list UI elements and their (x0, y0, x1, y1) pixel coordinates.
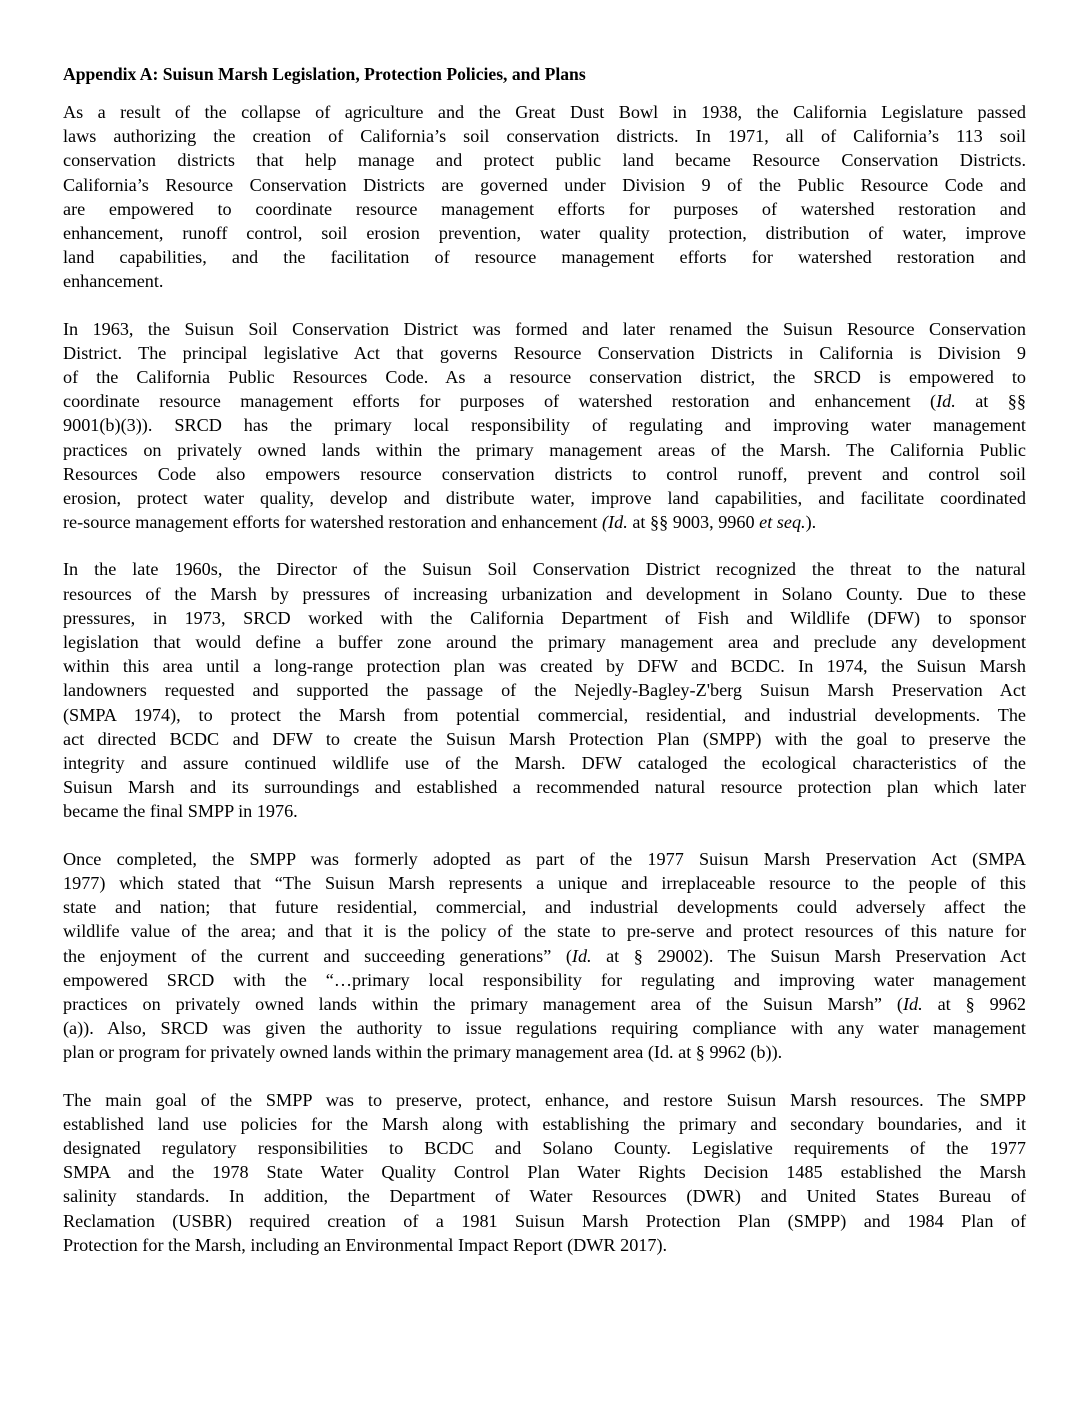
text-segment: the enjoyment of the current and succeeding generations” ( (63, 945, 572, 966)
text-line: enhancement. (63, 271, 164, 292)
text-line (63, 944, 1026, 968)
text-line: act directed BCDC and DFW to create the Suisun Marsh Protection Plan (SMPP) with the goal to preserve the (63, 728, 1026, 749)
text-line: integrity and assure continued wildlife use of the Marsh. DFW cataloged the ecological characteristics of the (63, 753, 1026, 774)
text-line: erosion, protect water quality, develop and distribute water, improve land capabilities, and facilitate coordinated (63, 488, 1026, 509)
text-line: In the late 1960s, the Director of the Suisun Soil Conservation District recognized the threat to the natural (63, 559, 1026, 580)
text-line: state and nation; that future residential, commercial, and industrial developments could adversely affect the (63, 897, 1026, 918)
text-segment: at §§ 9003, 9960 (627, 512, 760, 533)
paragraph-smpa-1974 (63, 557, 1026, 823)
text-segment: coordinate resource management efforts for purposes of watershed restoration and enhancement ( (63, 391, 937, 412)
text-line: land capabilities, and the facilitation of resource management efforts for watershed restoration and (63, 247, 1026, 268)
text-segment: re-source management efforts for watershed restoration and enhancement (63, 512, 602, 533)
citation-italic: (Id. (602, 512, 628, 533)
text-line: became the final SMPP in 1976. (63, 801, 298, 822)
text-line: of the California Public Resources Code. As a resource conservation district, the SRCD is empowered to (63, 367, 1026, 388)
text-line: are empowered to coordinate resource management efforts for purposes of watershed restoration and (63, 198, 1026, 219)
citation-italic: Id. (902, 993, 923, 1014)
text-line: District. The principal legislative Act that governs Resource Conservation Districts in California is Division 9 (63, 342, 1026, 363)
text-segment: at §§ (955, 391, 1026, 412)
text-line (63, 992, 1026, 1016)
text-line: legislation that would define a buffer zone around the primary management area and preclude any development (63, 632, 1026, 653)
text-line: 9001(b)(3)). SRCD has the primary local responsibility of regulating and improving water management (63, 415, 1026, 436)
text-line: within this area until a long-range protection plan was created by DFW and BCDC. In 1974, the Suisun Marsh (63, 656, 1026, 677)
text-line: As a result of the collapse of agriculture and the Great Dust Bowl in 1938, the California Legislature passed (63, 102, 1026, 122)
text-segment: practices on privately owned lands within the primary management area of the Suisun Marsh” ( (63, 993, 903, 1014)
text-line: laws authorizing the creation of California’s soil conservation districts. In 1971, all of California’s 113 soil (63, 126, 1026, 147)
text-line (63, 389, 1026, 413)
text-line: Reclamation (USBR) required creation of a 1981 Suisun Marsh Protection Plan (SMPP) and 1984 Plan of (63, 1210, 1026, 1231)
citation-italic: Id. (571, 945, 592, 966)
text-line: Protection for the Marsh, including an Environmental Impact Report (DWR 2017). (63, 1234, 668, 1255)
text-segment: ). (805, 512, 817, 533)
paragraph-srcd-formation (63, 317, 1026, 535)
text-line: salinity standards. In addition, the Department of Water Resources (DWR) and United States Bureau of (63, 1186, 1026, 1207)
text-line: empowered SRCD with the “…primary local responsibility for regulating and improving water management (63, 969, 1026, 990)
appendix-heading: Appendix A: Suisun Marsh Legislation, Protection Policies, and Plans (63, 64, 586, 84)
paragraph-rcd-history (63, 100, 1026, 294)
text-line: established land use policies for the Marsh along with establishing the primary and secondary boundaries, and it (63, 1113, 1026, 1134)
text-line: SMPA and the 1978 State Water Quality Control Plan Water Rights Decision 1485 established the Marsh (63, 1162, 1026, 1183)
paragraph-smpp-goals (63, 1088, 1026, 1257)
text-line: The main goal of the SMPP was to preserve, protect, enhance, and restore Suisun Marsh resources. The SMPP (63, 1089, 1026, 1110)
text-line: California’s Resource Conservation Districts are governed under Division 9 of the Public Resource Code and (63, 174, 1026, 195)
paragraph-smpa-1977 (63, 847, 1026, 1065)
text-line: resources of the Marsh by pressures of increasing urbanization and development in Solano County. Due to these (63, 583, 1026, 604)
text-line: practices on privately owned lands within the primary management areas of the Marsh. The California Public (63, 439, 1026, 460)
text-line: Resources Code also empowers resource conservation districts to control runoff, prevent and control soil (63, 463, 1026, 484)
text-line: designated regulatory responsibilities to BCDC and Solano County. Legislative requirements of the 1977 (63, 1137, 1026, 1158)
citation-italic: et seq. (759, 512, 806, 533)
text-segment: at § 9962 (922, 993, 1026, 1014)
text-line: pressures, in 1973, SRCD worked with the California Department of Fish and Wildlife (DFW) to sponsor (63, 607, 1026, 628)
text-line: landowners requested and supported the passage of the Nejedly-Bagley-Z'berg Suisun Marsh Preservation Act (63, 680, 1026, 701)
text-line: Once completed, the SMPP was formerly adopted as part of the 1977 Suisun Marsh Preservation Act (SMPA (63, 848, 1026, 869)
text-segment: at § 29002). The Suisun Marsh Preservation Act (591, 945, 1026, 966)
citation-italic: Id. (936, 391, 956, 412)
text-line (63, 510, 1026, 534)
text-line: (SMPA 1974), to protect the Marsh from potential commercial, residential, and industrial developments. The (63, 704, 1026, 725)
text-line: plan or program for privately owned lands within the primary management area (Id. at § 9962 (b)). (63, 1042, 783, 1063)
text-line: conservation districts that help manage and protect public land became Resource Conservation Districts. (63, 150, 1026, 171)
text-line: 1977) which stated that “The Suisun Marsh represents a unique and irreplaceable resource to the people of this (63, 872, 1026, 893)
text-line: Suisun Marsh and its surroundings and established a recommended natural resource protection plan which later (63, 777, 1026, 798)
text-line: wildlife value of the area; and that it is the policy of the state to pre-serve and protect resources of this nature for (63, 921, 1026, 942)
text-line: (a)). Also, SRCD was given the authority to issue regulations requiring compliance with any water management (63, 1018, 1026, 1039)
text-line: enhancement, runoff control, soil erosion prevention, water quality protection, distribution of water, improve (63, 223, 1026, 244)
text-line: In 1963, the Suisun Soil Conservation District was formed and later renamed the Suisun Resource Conservation (63, 318, 1026, 339)
